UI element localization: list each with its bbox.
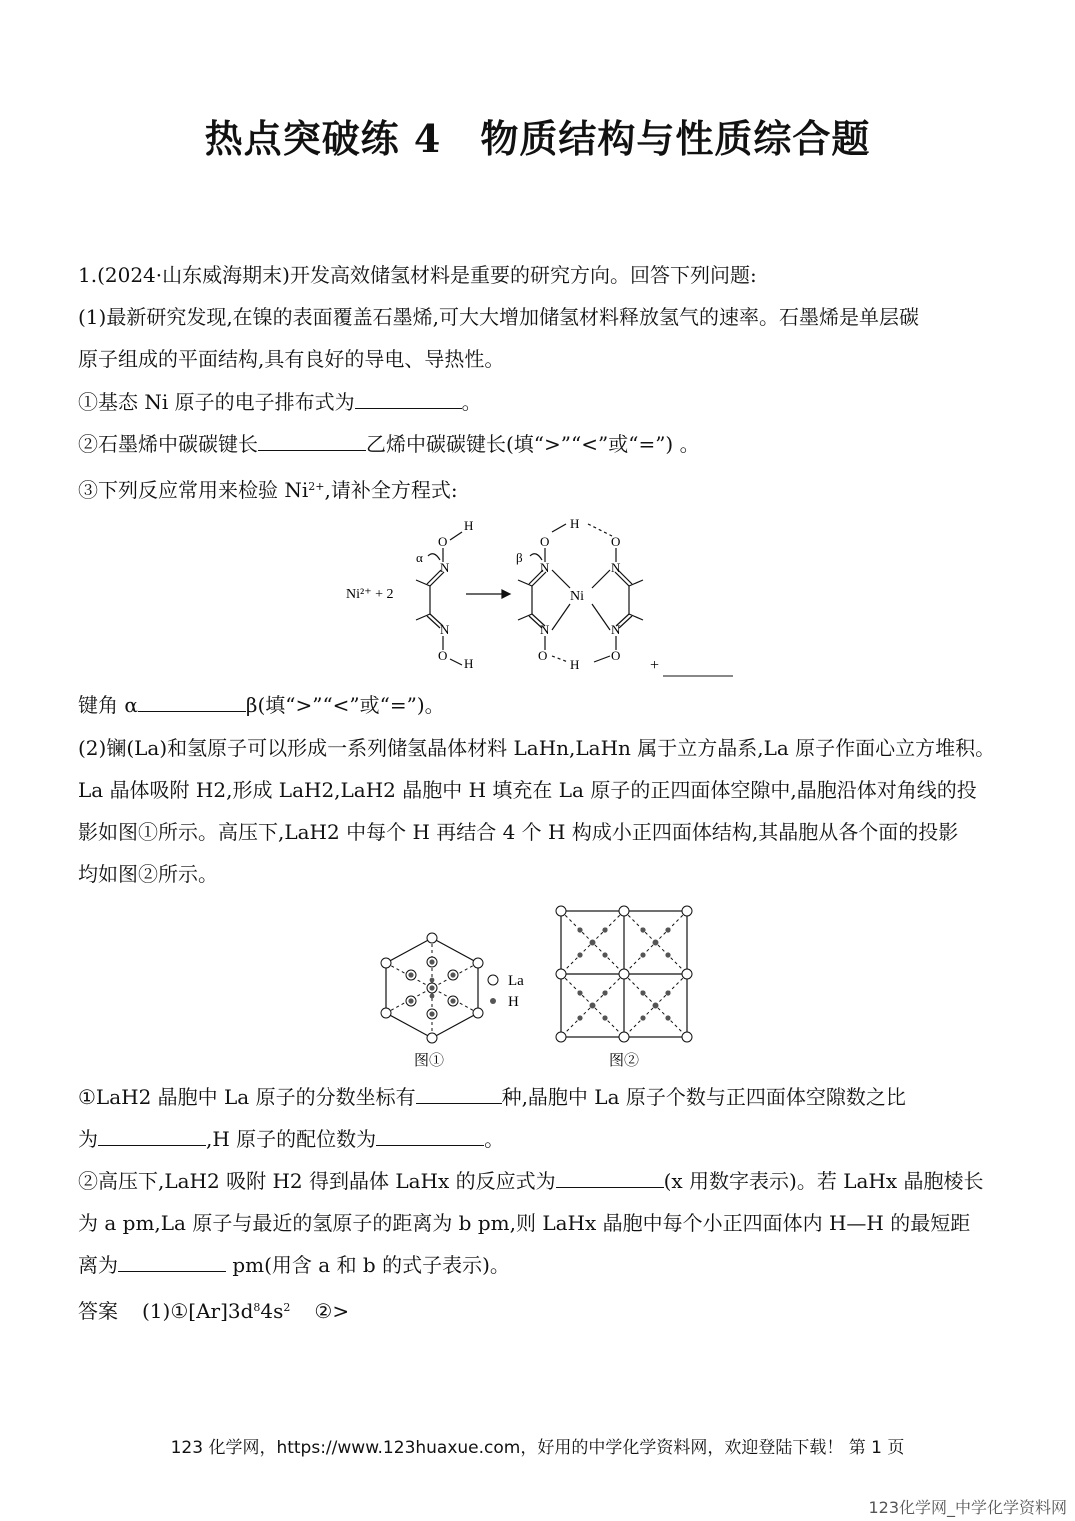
complex-o-1: O — [540, 534, 550, 549]
q2a-line1-prefix: ①LaH2 晶胞中 La 原子的分数坐标有 — [78, 1085, 416, 1109]
dmg-molecule — [416, 532, 462, 665]
part2-text-line4: 均如图②所示。 — [78, 862, 218, 886]
q2a-line2-mid: ,H 原子的配位数为 — [206, 1127, 377, 1151]
q2a-line1-suffix: 种,晶胞中 La 原子个数与正四面体空隙数之比 — [501, 1085, 906, 1109]
sub-question-2-suffix: 乙烯中碳碳键长(填“>”“<”或“=”) 。 — [366, 432, 700, 456]
figure-2-caption: 图② — [609, 1053, 640, 1069]
angle-alpha: α — [416, 550, 423, 565]
sub-question-3 — [78, 475, 458, 502]
answer-blank-coordination[interactable] — [376, 1127, 484, 1146]
sub-question-2 — [78, 432, 700, 456]
atom-n-top: N — [440, 560, 450, 575]
answer-text-2: 4s — [260, 1299, 284, 1323]
complex-n-1: N — [540, 560, 550, 575]
reaction-arrow — [466, 590, 510, 598]
q2a-line2-prefix: 为 — [78, 1127, 98, 1151]
sub-question-3-suffix: ,请补全方程式: — [324, 478, 458, 502]
answer-blank-1[interactable] — [355, 390, 462, 409]
q2b-line1-prefix: ②高压下,LaH2 吸附 H2 得到晶体 LaHx 的反应式为 — [78, 1169, 556, 1193]
ni-charge: 2+ — [308, 480, 325, 493]
answer-label: 答案 — [78, 1299, 118, 1323]
q2a-line2 — [78, 1127, 504, 1151]
q2b-line3 — [78, 1253, 510, 1277]
q2a-line1 — [78, 1085, 906, 1109]
q2b-line3-suffix: pm(用含 a 和 b 的式子表示)。 — [226, 1253, 510, 1277]
sub-question-2-prefix: ②石墨烯中碳碳键长 — [78, 432, 258, 456]
atom-n-bottom: N — [440, 622, 450, 637]
complex-o-4: O — [611, 648, 621, 663]
complex-o-3: O — [538, 648, 548, 663]
complex-n-2: N — [611, 560, 621, 575]
atom-h-top: H — [464, 518, 474, 533]
h-atoms — [408, 959, 455, 1016]
complex-n-3: N — [540, 622, 550, 637]
reaction-scheme — [330, 510, 750, 685]
answer-blank-ratio[interactable] — [98, 1127, 206, 1146]
figure-2 — [553, 903, 698, 1073]
part1-text-line1: (1)最新研究发现,在镍的表面覆盖石墨烯,可大大增加储氢材料释放氢气的速率。石墨烯是单层碳 — [78, 305, 920, 329]
atom-o-bottom: O — [438, 648, 448, 663]
legend-la-label: La — [508, 973, 524, 989]
site-watermark: 123化学网_中学化学资料网 — [868, 1498, 1067, 1517]
answer-sup-1: 8 — [253, 1301, 261, 1314]
figure-1-caption: 图① — [414, 1053, 445, 1069]
angle-beta: β — [516, 550, 523, 565]
answer-text-3: ②> — [314, 1299, 350, 1323]
answer-blank-reaction[interactable] — [556, 1169, 664, 1188]
complex-n-4: N — [611, 622, 621, 637]
legend-h-symbol — [490, 998, 496, 1004]
answer-blank-angle[interactable] — [138, 693, 246, 712]
angle-question-suffix: β(填“>”“<”或“=”)。 — [245, 693, 445, 717]
page-title: 热点突破练 4 物质结构与性质综合题 — [204, 116, 871, 161]
part2-text-line1: (2)镧(La)和氢原子可以形成一系列储氢晶体材料 LaHn,LaHn 属于立方晶系,La 原子作面心立方堆积。 — [78, 736, 996, 760]
q2b-line3-prefix: 离为 — [78, 1253, 118, 1277]
sub-question-1-suffix: 。 — [461, 390, 482, 414]
q2b-line1-suffix: (x 用数字表示)。若 LaHx 晶胞棱长 — [663, 1169, 984, 1193]
atom-o-top: O — [438, 534, 448, 549]
complex-o-2: O — [611, 534, 621, 549]
angle-question — [78, 693, 445, 717]
figure-1 — [375, 928, 535, 1073]
q2b-line2: 为 a pm,La 原子与最近的氢原子的距离为 b pm,则 LaHx 晶胞中每个小正四面体内 H—H 的最短距 — [78, 1211, 971, 1235]
question-intro: 1.(2024·山东威海期末)开发高效储氢材料是重要的研究方向。回答下列问题: — [78, 263, 757, 287]
part1-text-line2: 原子组成的平面结构,具有良好的导电、导热性。 — [78, 347, 505, 371]
sub-question-1-prefix: ①基态 Ni 原子的电子排布式为 — [78, 390, 355, 414]
answer-blank-distance[interactable] — [118, 1253, 226, 1272]
legend-h-label: H — [508, 994, 519, 1010]
answer-text-1: (1)①[Ar]3d — [142, 1299, 254, 1323]
part2-text-line3: 影如图①所示。高压下,LaH2 中每个 H 再结合 4 个 H 构成小正四面体结构,其晶胞从各个面的投影 — [78, 820, 959, 844]
part2-text-line2: La 晶体吸附 H2,形成 LaH2,LaH2 晶胞中 H 填充在 La 原子的正四面体空隙中,晶胞沿体对角线的投 — [78, 778, 977, 802]
q2b-line1 — [78, 1169, 984, 1193]
angle-question-prefix: 键角 α — [78, 693, 138, 717]
plus-sign: + — [650, 657, 660, 674]
atom-h-bottom: H — [464, 656, 474, 671]
complex-ni: Ni — [570, 589, 584, 604]
answer-blank-coords[interactable] — [416, 1085, 502, 1104]
sub-question-3-prefix: ③下列反应常用来检验 Ni — [78, 478, 309, 502]
reactant-label: Ni²⁺ + 2 — [346, 587, 394, 602]
answer-sup-2: 2 — [283, 1301, 291, 1314]
answer-line — [78, 1296, 349, 1323]
sub-question-1 — [78, 390, 482, 414]
answer-blank-2[interactable] — [258, 432, 366, 451]
complex-h-2: H — [570, 657, 580, 672]
complex-h-1: H — [570, 516, 580, 531]
page-footer: 123 化学网，https://www.123huaxue.com，好用的中学化学资料网，欢迎登陆下载！ 第 1 页 — [170, 1438, 905, 1458]
q2a-line2-suffix: 。 — [484, 1127, 505, 1151]
legend-la-symbol — [488, 975, 498, 985]
